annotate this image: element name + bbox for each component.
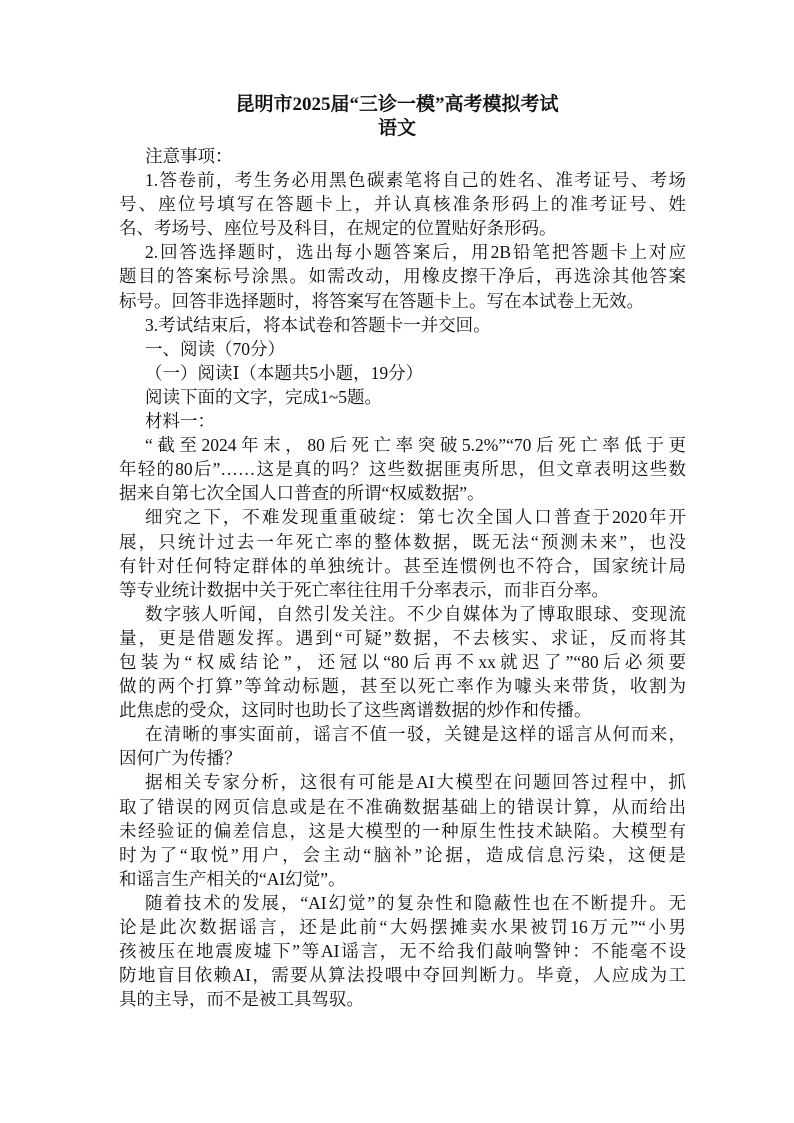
paragraph: [119, 770, 686, 890]
text-line: 等专业统计数据中关于死亡率往往用千分率表示，而非百分率。: [119, 579, 609, 600]
paragraph: [119, 337, 686, 361]
paragraph: [119, 385, 686, 409]
text-line: 包装为“权威结论”，还冠以“80后再不xx就迟了”“80后必须要: [119, 651, 686, 672]
text-line: 年轻的80后”……这是真的吗？这些数据匪夷所思，但文章表明这些数: [119, 459, 686, 480]
paragraph: [119, 144, 686, 168]
paragraph: [119, 891, 686, 1011]
paragraph: [119, 433, 686, 505]
text-line: 据来自第七次全国人口普查的所谓“权威数据”。: [119, 483, 485, 504]
text-line: 此焦虑的受众，这同时也助长了这些离谱数据的炒作和传播。: [119, 700, 592, 721]
document-body: [119, 144, 686, 1011]
paragraph: [119, 168, 686, 240]
text-line: 材料一：: [145, 411, 215, 432]
paragraph: [119, 505, 686, 601]
text-line: 题目的答案标号涂黑。如需改动，用橡皮擦干净后，再选涂其他答案: [119, 266, 686, 287]
text-line: 有针对任何特定群体的单独统计。甚至连惯例也不符合，国家统计局: [119, 555, 686, 576]
text-line: 据相关专家分析，这很有可能是AI大模型在问题回答过程中，抓: [145, 772, 686, 793]
text-line: 细究之下，不难发现重重破绽：第七次全国人口普查于2020年开: [145, 507, 686, 528]
paragraph: [119, 361, 686, 385]
paragraph: [119, 602, 686, 722]
document-title: 昆明市2025届“三诊一模”高考模拟考试: [235, 94, 559, 115]
text-line: 具的主导，而不是被工具驾驭。: [119, 989, 364, 1010]
document-subject: 语文: [377, 118, 416, 139]
paragraph: [119, 722, 686, 770]
paragraph: [119, 240, 686, 312]
text-line: 注意事项：: [145, 146, 233, 166]
text-line: 和谣言生产相关的“AI幻觉”。: [119, 868, 346, 889]
text-line: 时为了“取悦”用户，会主动“脑补”论据，造成信息污染，这便是: [119, 844, 686, 865]
text-line: 在清晰的事实面前，谣言不值一驳，关键是这样的谣言从何而来，: [145, 724, 686, 745]
paragraph: [119, 409, 686, 433]
text-line: 量，更是借题发挥。遇到“可疑”数据，不去核实、求证，反而将其: [119, 627, 686, 648]
text-line: 孩被压在地震废墟下”等AI谣言，无不给我们敲响警钟：不能毫不设: [119, 941, 686, 962]
text-line: 因何广为传播？: [119, 748, 242, 769]
text-line: 未经验证的偏差信息，这是大模型的一种原生性技术缺陷。大模型有: [119, 820, 686, 841]
text-line: 做的两个打算”等耸动标题，甚至以死亡率作为噱头来带货，收割为: [119, 676, 686, 697]
paragraph: [119, 313, 686, 337]
text-line: （一）阅读Ⅰ（本题共5小题，19分）: [145, 362, 424, 383]
text-line: 数字骇人听闻，自然引发关注。不少自媒体为了博取眼球、变现流: [145, 603, 686, 624]
text-line: 取了错误的网页信息或是在不准确数据基础上的错误计算，从而给出: [119, 796, 686, 817]
text-line: 一、阅读（70分）: [145, 338, 285, 359]
text-line: “截至2024年末，80后死亡率突破5.2%”“70后死亡率低于更: [145, 435, 686, 456]
text-line: 阅读下面的文字，完成1~5题。: [145, 386, 382, 407]
text-line: 2.回答选择题时，选出每小题答案后，用2B铅笔把答题卡上对应: [145, 242, 686, 263]
text-line: 号、座位号填写在答题卡上，并认真核准条形码上的准考证号、姓: [119, 194, 686, 215]
text-line: 3.考试结束后，将本试卷和答题卡一并交回。: [145, 314, 491, 335]
text-line: 论是此次数据谣言，还是此前“大妈摆摊卖水果被罚16万元”“小男: [119, 917, 686, 937]
text-line: 展，只统计过去一年死亡率的整体数据，既无法“预测未来”，也没: [119, 531, 686, 552]
text-line: 1.答卷前，考生务必用黑色碳素笔将自己的姓名、准考证号、考场: [145, 170, 686, 191]
text-line: 防地盲目依赖AI，需要从算法投喂中夺回判断力。毕竟，人应成为工: [119, 965, 686, 986]
text-line: 标号。回答非选择题时，将答案写在答题卡上。写在本试卷上无效。: [119, 290, 644, 311]
text-line: 随着技术的发展，“AI幻觉”的复杂性和隐蔽性也在不断提升。无: [145, 892, 686, 913]
text-line: 名、考场号、座位号及科目，在规定的位置贴好条形码。: [119, 218, 557, 239]
